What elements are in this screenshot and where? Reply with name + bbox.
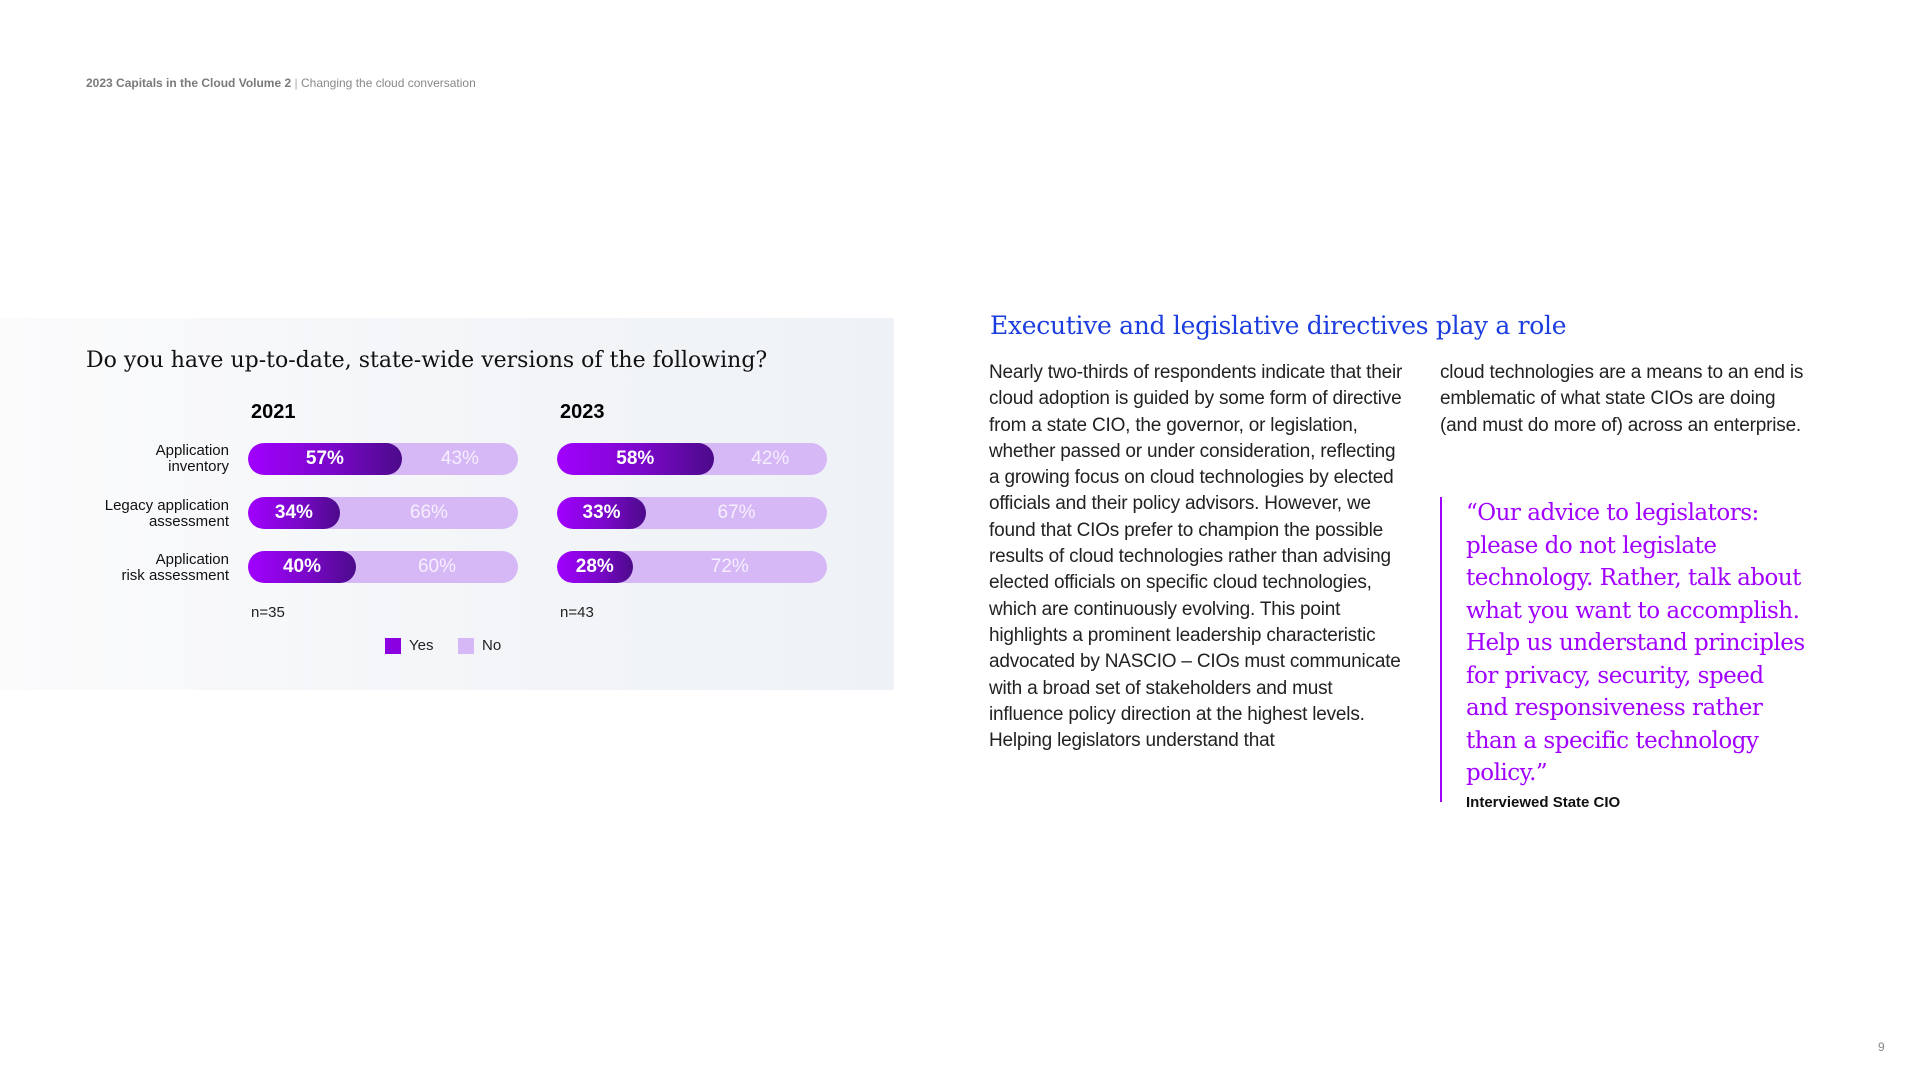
data-label-yes: 58% bbox=[616, 448, 655, 469]
body-text-column-1: Nearly two-thirds of respondents indicate that their cloud adoption is guided by some form of directive from a state CIO, the governor, or legislation, whether passed or under consideration, reflecting a growing focus on cloud technologies by elected officials and their policy advisors. However, we found that CIOs prefer to champion the possible results of cloud technologies rather than advising elected officials on specific cloud technologies, which are continuously evolving. This point highlights a prominent leadership characteristic advocated by NASCIO – CIOs must communicate with a broad set of stakeholders and must influence policy direction at the highest levels. Helping legislators understand that bbox=[989, 362, 1403, 752]
year-label-2021: 2021 bbox=[251, 401, 296, 423]
row-label: Application risk assessment bbox=[121, 551, 229, 584]
legend-swatch-yes bbox=[385, 638, 401, 654]
sample-size-2023: n=43 bbox=[560, 604, 594, 621]
row-label: Application inventory bbox=[155, 442, 229, 475]
data-label-no: 66% bbox=[409, 502, 448, 523]
data-label-no: 72% bbox=[710, 556, 749, 577]
data-label-no: 60% bbox=[417, 556, 457, 577]
bar-2021-row-1 bbox=[248, 443, 518, 475]
legend-label-yes: Yes bbox=[409, 637, 434, 654]
body-text-column-2: cloud technologies are a means to an end is emblematic of what state CIOs are doing (and must do more of) across an enterprise. bbox=[1440, 362, 1804, 436]
data-label-yes: 57% bbox=[305, 448, 344, 469]
row-label: Legacy application assessment bbox=[104, 497, 229, 530]
data-label-no: 43% bbox=[440, 448, 479, 469]
bar-2023-row-3 bbox=[557, 551, 827, 583]
data-label-yes: 40% bbox=[282, 556, 322, 577]
section-heading: Executive and legislative directives play a role bbox=[990, 311, 1567, 340]
data-label-yes: 28% bbox=[575, 556, 614, 577]
pull-quote bbox=[1440, 497, 1810, 811]
report-subtitle: Changing the cloud conversation bbox=[300, 76, 476, 90]
chart-title: Do you have up-to-date, state-wide versions of the following? bbox=[86, 348, 768, 373]
report-title: 2023 Capitals in the Cloud Volume 2 bbox=[86, 76, 292, 90]
data-label-no: 67% bbox=[717, 502, 756, 523]
legend-item-yes bbox=[385, 637, 433, 654]
page-number: 9 bbox=[1878, 1040, 1885, 1054]
data-label-yes: 33% bbox=[582, 502, 621, 523]
data-label-no: 42% bbox=[751, 448, 790, 469]
bar-2021-row-3 bbox=[248, 551, 518, 583]
bar-2023-row-1 bbox=[557, 443, 827, 475]
legend-swatch-no bbox=[458, 638, 474, 654]
year-label-2023: 2023 bbox=[560, 401, 605, 423]
header-separator: | bbox=[294, 76, 298, 90]
legend-label-no: No bbox=[482, 637, 502, 654]
bar-2021-row-2 bbox=[248, 497, 518, 529]
sample-size-2021: n=35 bbox=[251, 604, 285, 621]
quote-attribution: Interviewed State CIO bbox=[1466, 793, 1621, 811]
page-header bbox=[86, 76, 476, 90]
bar-2023-row-2 bbox=[557, 497, 827, 529]
data-label-yes: 34% bbox=[274, 502, 313, 523]
quote-text: “Our advice to legislators: please do not legislate technology. Rather, talk about what you want to accomplish. Help us understand principles for privacy, security, speed and responsiveness rather than a specific technology policy.” bbox=[1466, 500, 1805, 786]
legend-item-no bbox=[458, 637, 501, 654]
